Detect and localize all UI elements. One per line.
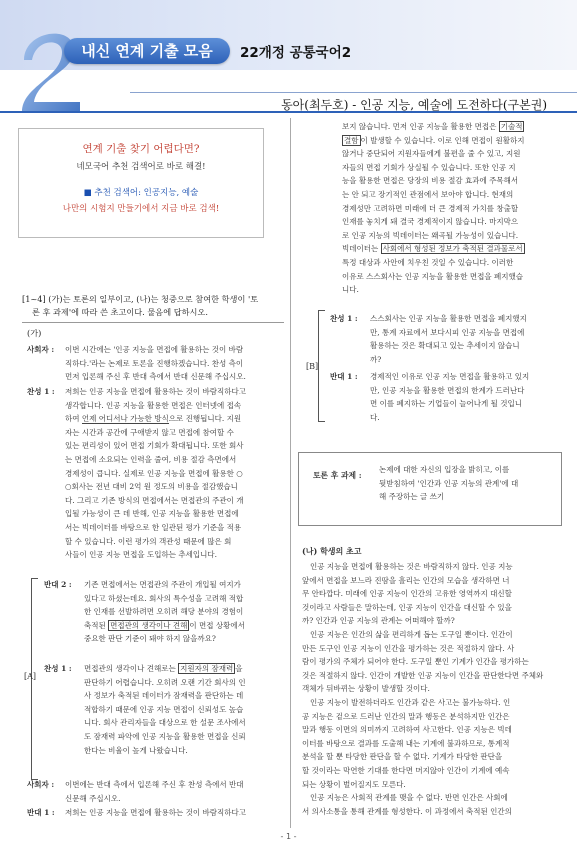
text-line: 스스회사는 인공 지능을 활용한 면접을 폐지했지 [370,314,527,323]
text-line: 이터를 바탕으로 결과를 도출해 내는 기계에 불과하므로, 통계적 [302,738,510,748]
text-line: 직하다.'라는 논제로 토론을 진행하겠습니다. 찬성 측이 [65,358,244,368]
text-line: 해 주장하는 글 쓰기 [379,492,445,502]
passage-na-label: (나) 학생의 초고 [302,546,362,556]
text-line: 이번에는 반대 측에서 입론해 주신 후 찬성 측에서 반대 [65,780,244,789]
text-fragment: 하여 [65,414,80,424]
text-line [84,619,284,633]
text-line: 다. 그리고 기존 방식의 면접에서는 면접관의 주관이 개 [65,495,244,505]
text-fragment: 면접관의 생각이나 견해로는 [84,664,176,673]
text-line: 활용하는 것은 확대되고 있는 추세이지 않습니 [370,341,520,351]
text-line: 적합하기 때문에 인공 지능 면접이 신뢰성도 높습 [84,704,244,714]
text-line: 자는 시간과 공간에 구애받지 않고 면접에 참여할 수 [65,427,234,437]
text-line: 신문해 주십시오. [65,793,121,803]
speaker-label: 반대 1 : [330,372,358,381]
text-line: 는 안 되고 장기적인 관점에서 보아야 합니다. 현재의 [342,189,514,199]
bracket-b-label: [B] [306,362,319,371]
text-line: 만든 도구인 인공 지능이 인간을 평가하는 것은 적절하지 않다. 사 [302,643,515,653]
section-badge [64,38,230,64]
text-line: 인공 지능은 인간의 삶을 편리하게 돕는 도구일 뿐이다. 인간이 [310,629,513,639]
text-line [84,662,284,676]
text-fragment: 빅데이터는 [342,244,379,254]
text-line: 공 지능은 겉으로 드러난 인간의 말과 행동은 분석하지만 인간은 [302,711,510,721]
header-divider [130,92,577,93]
text-line: 분석을 할 뿐 타당한 판단을 할 수 없다. 기계가 타당한 판단을 [302,752,503,762]
text-line: 이번 시간에는 '인공 지능을 면접에 활용하는 것이 바람 [65,345,244,354]
text-line [342,134,558,148]
text-line: 있는 편리성이 있어 면접 기회가 확대됩니다. 또한 회사 [65,441,244,451]
text-line: 인공 지능이 발전하더라도 인간과 같은 사고는 불가능하다. 인 [310,697,511,707]
question-stem [22,293,284,319]
text-line: 사들이 인공 지능 면접을 도입하는 추세입니다. [65,550,217,560]
text-line: 저희는 인공 지능을 면접에 활용하는 것이 바람직하다고 [65,808,246,817]
text-line: 이유로 스스회사는 인공 지능을 활용한 면접을 폐지했습 [342,271,523,281]
text-line: 다. [370,412,380,422]
promo-cta: 나만의 시험지 만들기에서 지금 바로 검색! [62,204,220,214]
text-line: 자들의 면접 기회가 상실될 수 있습니다. 또한 인공 지 [342,162,516,172]
text-line: 경제성이 큽니다. 실제로 인공 지능을 면접에 활용한 ○ [65,468,243,478]
question-stem-line-2: 론 후 과제'에 따라 쓴 초고이다. 물음에 답하시오. [32,307,208,317]
text-line: 면 이를 폐지하는 기업들이 늘어나게 될 것입니 [370,399,522,409]
text-line: 할 수 있습니다. 이런 평가의 객관성 때문에 많은 회 [65,536,232,546]
text-line: 것이라고 사람들은 말하는데, 인공 지능이 인간을 대신할 수 있을 [302,602,512,612]
section-badge-label: 내신 연계 기출 모음 [81,42,213,60]
document-title: 동아(최두호) - 인공 지능, 예술에 도전하다(구본권) [281,98,547,112]
text-line: 서 의사소통을 통해 관계를 형성한다. 이 과정에서 축적된 인간의 [302,806,512,816]
text-line: 서는 빅데이터를 바탕으로 한 일관된 평가 기준을 적용 [65,522,242,532]
text-fragment: 이 발생할 수 있습니다. 이로 인해 면접이 원활하지 [360,135,525,145]
text-line: 사 정보가 축적된 데이터가 잠재력을 판단하는 데 [84,691,244,701]
header-underline [0,111,577,113]
boxed-phrase: 기술적 [500,122,523,131]
text-line: 능을 활용한 면접은 당장의 비용 절감 효과에 주목해서 [342,176,519,186]
text-line: 입될 가능성이 큰 데 반해, 인공 지능을 활용한 면접에 [65,509,239,519]
text-line: 있다고 하셨는데요. 회사의 특수성을 고려해 적합 [84,593,244,603]
text-line: 니다. 회사 관리자들을 대상으로 한 설문 조사에서 [84,718,246,728]
text-line: 않거나 중단되어 지원자들에게 불편을 줄 수 있고, 지원 [342,149,521,159]
speaker-label: 찬성 1 : [330,314,358,323]
speaker-label: 찬성 1 : [27,387,55,396]
curriculum-subtitle: 22개정 공통국어2 [240,45,352,61]
text-line: 특정 대상과 사안에 치우친 것일 수 있습니다. 이러한 [342,257,514,267]
text-line: 람이 평가의 주체가 되어야 한다. 도구일 뿐인 기계가 인간을 평가하는 [302,657,529,667]
page-header [0,0,577,112]
text-line: 인공 지능은 사회적 관계를 맺을 수 없다. 반면 인간은 사회에 [310,793,508,803]
text-fragment: 으로 진행됩니다. 지원 [168,414,242,424]
bracket-b [318,310,325,422]
text-line: 까? 인간과 인공 지능의 관계는 어떠해야 할까? [302,616,455,626]
text-fragment: 을 [235,664,243,673]
text-line: 로 인공 지능의 빅데이터는 왜곡될 가능성이 있습니다. [342,230,519,240]
boxed-phrase: 결함 [344,135,359,145]
text-line: 논제에 대한 자신의 입장을 밝히고, 이를 [379,465,510,474]
text-line: 니다. [342,285,359,295]
underlined-phrase: 언제 어디서나 가능한 방식 [81,414,169,424]
text-line: 경제성만 고려하면 미래에 더 큰 경제적 가치를 창출할 [342,203,519,213]
text-line: 뒷받침하여 '인간과 인공 지능의 관계'에 대 [379,478,519,488]
text-line: 되는 상황이 벌어질지도 모른다. [302,779,406,789]
passage-ga-label: (가) [27,328,42,338]
turn-con-1-continued [342,120,558,297]
text-line: 말과 행동 이면의 의미까지 고려하여 사고한다. 인공 지능은 빅데 [302,725,512,735]
text-fragment: 축적된 [84,620,106,630]
text-line: 는 면접에 소요되는 인력을 줄여, 비용 절감 측면에서 [65,454,237,464]
text-line: 중요한 판단 기준이 돼야 하지 않을까요? [84,634,216,644]
text-line: 까? [370,354,382,364]
promo-subline: 네모국어 추천 검색어로 바로 해결! [76,162,206,172]
boxed-phrase: 사회에서 형성된 정보가 축적된 결과물로서 [382,244,523,254]
text-line: 한 인재를 선발하려면 오히려 해당 분야의 경험이 [84,607,244,617]
text-line: 것은 적절하지 않다. 인간이 개발한 인공 지능이 인간을 판단한다면 주체와 [302,670,544,680]
text-line: 저희는 인공 지능을 면접에 활용하는 것이 바람직하다고 [65,387,246,396]
post-debate-task-box [298,452,562,526]
bracket-a-label: [A] [24,672,37,681]
text-fragment: 이 면접 상황에서 [189,620,245,630]
text-line: 객체가 뒤바뀌는 상황이 발생할 것이다. [302,684,430,694]
speaker-label: 찬성 1 : [44,664,72,673]
text-line: 할 것이라는 막연한 기대를 한다면 머지않아 인간이 기계에 예속 [302,765,510,775]
question-stem-line-1: [1~4] (가)는 토론의 일부이고, (나)는 청중으로 참여한 학생이 '토 [22,294,259,304]
speaker-label: 사회자 : [27,780,55,789]
text-line: 무 안타깝다. 미래에 인공 지능이 인간의 고유한 영역까지 대신할 [302,589,512,599]
page-number: - 1 - [280,832,297,841]
text-line: 기존 면접에서는 면접관의 주관이 개입될 여지가 [84,580,241,589]
text-line: 판단하기 어렵습니다. 오히려 오랜 기간 회사의 인 [84,677,246,687]
promo-keywords: ■ 추천 검색어: 인공지능, 예술 [83,188,199,198]
text-line: 만, 통계 자료에서 보다시피 인공 지능을 면접에 [370,327,525,337]
text-line: 인공 지능을 면접에 활용하는 것은 바람직하지 않다. 인공 지능 [310,562,513,571]
text-line [342,242,558,256]
speaker-label: 반대 2 : [44,580,72,589]
text-line: 만, 인공 지능을 활용한 면접의 한계가 드러난다 [370,385,525,395]
task-label: 토론 후 과제 : [313,471,362,480]
brand-logo-icon [14,20,132,116]
text-line: 도 잠재력 파악에 인공 지능을 활용한 면접을 신뢰 [84,731,246,741]
text-line: 앞에서 면접을 보느라 진땀을 흘리는 인간의 모습을 생각하면 너 [302,575,510,585]
text-line: 먼저 입론해 주신 후 반대 측에서 반대 신문해 주십시오. [65,372,246,382]
boxed-phrase: 지원자의 잠재력 [180,664,234,673]
promo-headline: 연계 기출 찾기 어렵다면? [82,143,200,155]
boxed-phrase: 면접관의 생각이나 견해 [110,620,188,630]
text-line [65,412,283,426]
column-divider [290,118,291,828]
speaker-label: 사회자 : [27,345,55,354]
text-line: 경제적인 이유로 인공 지능 면접을 활용하고 있지 [370,372,530,381]
text-line: ○회사는 전년 대비 2억 원 정도의 비용을 절감했습니 [65,482,238,492]
promo-box [18,128,264,238]
text-line: 한다는 비율이 높게 나왔습니다. [84,745,188,755]
student-draft [302,560,560,818]
text-line [342,120,558,134]
text-line: 인재를 놓치게 돼 결국 경제적이지 않습니다. 마지막으 [342,217,519,227]
text-line: 생각합니다. 인공 지능을 활용한 면접은 인터넷에 접속 [65,400,242,410]
text-fragment: 보지 않습니다. 먼저 인공 지능을 활용한 면접은 [342,122,497,131]
speaker-label: 반대 1 : [27,808,55,817]
